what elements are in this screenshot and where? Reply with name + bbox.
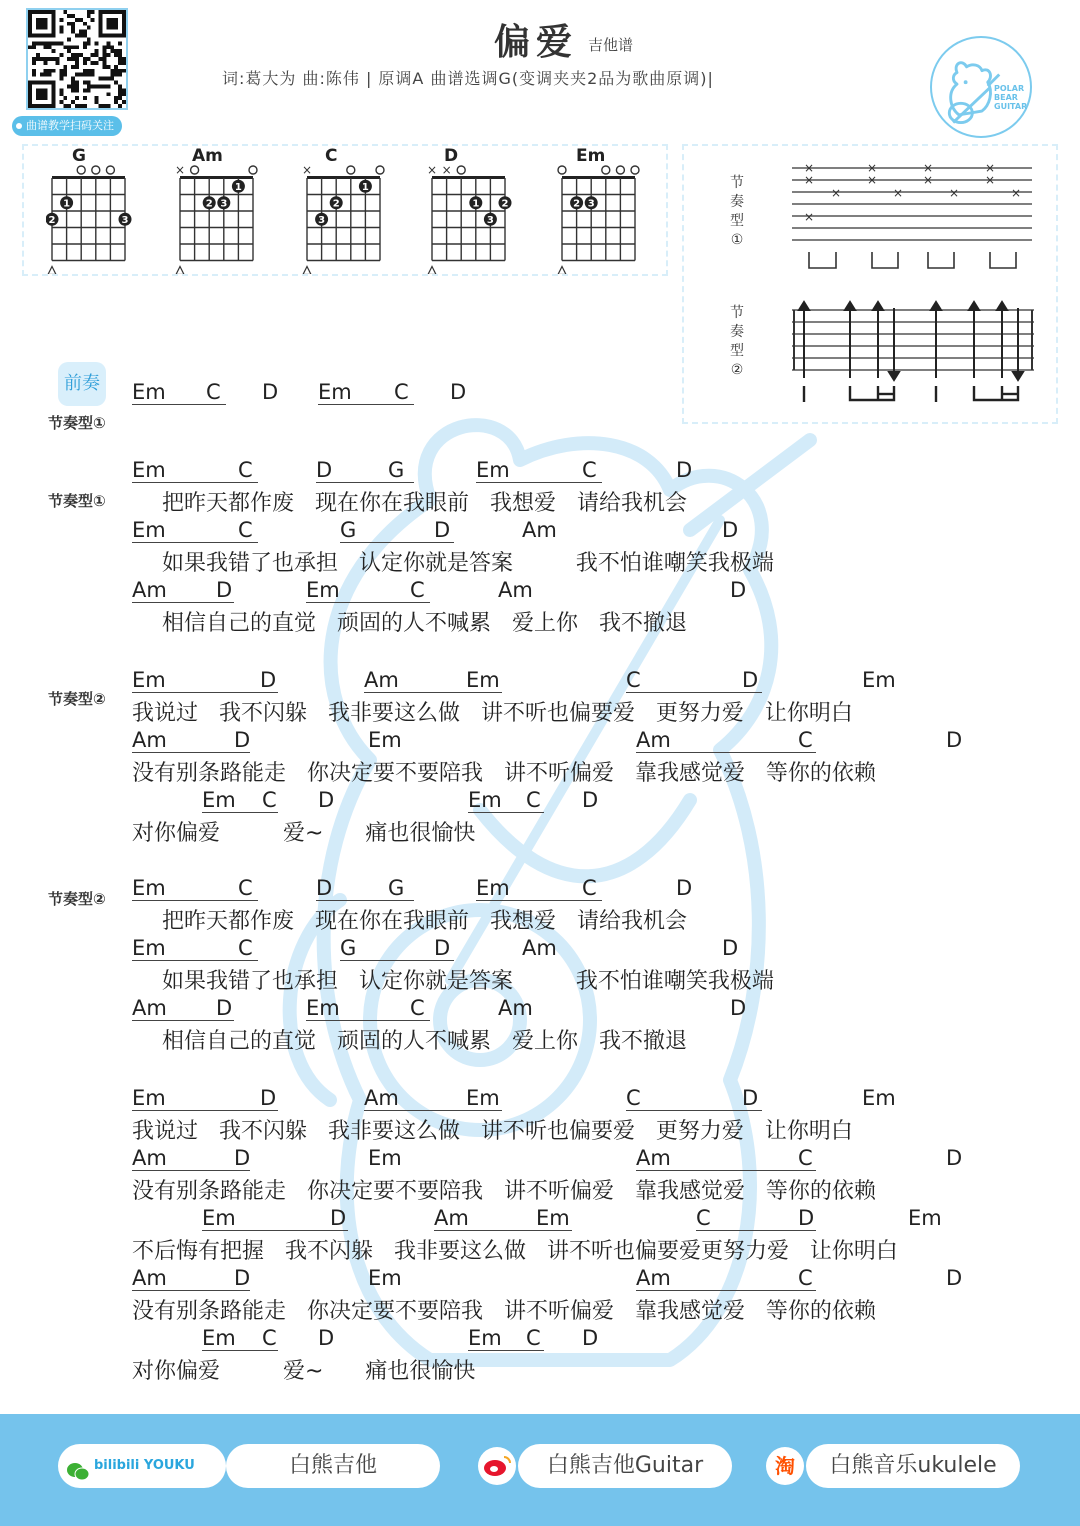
chord-symbol: D [318,1326,335,1350]
chord-symbol: Em [202,788,236,812]
chord-symbol: D [676,876,693,900]
logo-line-2: BEAR [994,93,1018,102]
chord-underline [132,1290,250,1291]
svg-text:3: 3 [121,215,129,227]
chord-underline [306,602,430,603]
chord-diagram-Em-icon [556,146,646,274]
chord-symbol: C [798,728,813,752]
chord-underline [316,482,414,483]
chord-symbol: Em [132,936,166,960]
svg-text:1: 1 [361,182,369,194]
chord-symbol: C [262,1326,277,1350]
svg-text:3: 3 [486,215,494,227]
chord-diagram-name: D [444,146,459,166]
prelude-tag: 前奏 [58,362,106,406]
chord-symbol: D [260,668,277,692]
chord-symbol: D [316,876,333,900]
lyric-line: 我说过 我不闪躲 我非要这么做 讲不听也偏要爱 更努力爱 让你明白 [132,1119,853,1144]
platform-names: bilibili YOUKU [94,1458,195,1473]
chord-underline [468,812,544,813]
chord-symbol: D [730,996,747,1020]
svg-text:3: 3 [587,198,595,210]
chord-symbol: Em [306,578,340,602]
chord-symbol: D [582,1326,599,1350]
chord-symbol: C [238,876,253,900]
chord-symbol: G [388,458,405,482]
chord-symbol: C [238,936,253,960]
svg-text:×: × [441,164,452,177]
chord-symbol: D [730,578,747,602]
chord-symbol: Em [132,876,166,900]
svg-text:×: × [426,164,438,177]
svg-text:×: × [922,161,934,175]
chord-underline [696,1230,816,1231]
svg-text:×: × [803,210,815,224]
lyric-line: 对你偏爱 爱~ 痛也很愉快 [132,821,476,846]
chord-diagram-name: G [72,146,86,166]
chord-symbol: Em [306,996,340,1020]
svg-text:1: 1 [472,198,480,210]
chord-symbol: D [234,1266,251,1290]
chord-symbol: G [340,518,357,542]
chord-symbol: D [742,668,759,692]
svg-text:2: 2 [205,198,213,210]
chord-symbol: Am [498,578,533,602]
svg-text:×: × [984,161,996,175]
svg-text:2: 2 [501,198,509,210]
svg-text:×: × [948,186,960,200]
song-title: 偏爱 [494,22,579,63]
chord-underline [364,1110,502,1111]
chord-underline [636,1170,816,1171]
chord-symbol: C [238,458,253,482]
chord-symbol: Am [522,518,557,542]
song-credits: 词:葛大为 曲:陈伟 | 原调A 曲谱选调G(变调夹夹2品为歌曲原调)| [222,69,714,88]
chord-symbol: Em [476,458,510,482]
chord-symbol: Em [476,876,510,900]
chord-symbol: C [626,1086,641,1110]
chord-underline [202,1350,278,1351]
prelude-chord: D [450,380,467,404]
chord-underline [132,404,226,405]
chord-symbol: Em [368,1146,402,1170]
chord-symbol: Em [468,788,502,812]
prelude-chord: Em [132,380,166,404]
taobao-icon[interactable]: 淘 [766,1447,804,1485]
chord-symbol: Em [466,668,500,692]
chord-symbol: Em [368,728,402,752]
chord-underline [468,1350,544,1351]
section-rhythm-label: 节奏型② [48,890,106,908]
chord-underline [132,602,234,603]
chord-symbol: G [388,876,405,900]
prelude-chord: C [394,380,409,404]
chord-symbol: Em [368,1266,402,1290]
svg-text:×: × [892,186,904,200]
chord-underline [132,900,258,901]
lyric-line: 没有别条路能走 你决定要不要陪我 讲不听偏爱 靠我感觉爱 等你的依赖 [132,1179,876,1204]
chord-underline [132,960,258,961]
chord-diagram-Am-icon [174,146,264,274]
svg-text:×: × [1010,186,1022,200]
chord-symbol: D [216,996,233,1020]
chord-underline [626,1110,762,1111]
chord-symbol: Am [434,1206,469,1230]
section-rhythm-label: 节奏型① [48,492,106,510]
svg-text:2: 2 [573,198,581,210]
section-rhythm-label: 节奏型② [48,690,106,708]
chord-underline [132,1110,278,1111]
chord-symbol: Am [132,1266,167,1290]
chord-symbol: C [262,788,277,812]
chord-symbol: D [946,1146,963,1170]
svg-text:×: × [922,173,934,187]
chord-symbol: D [234,1146,251,1170]
chord-underline [636,1290,816,1291]
chord-diagram-name: Em [576,146,606,166]
chord-symbol: D [318,788,335,812]
chord-symbol: D [216,578,233,602]
lyric-line: 把昨天都作废 现在你在我眼前 我想爱 请给我机会 [162,909,687,934]
lyric-line: 没有别条路能走 你决定要不要陪我 讲不听偏爱 靠我感觉爱 等你的依赖 [132,761,876,786]
chord-symbol: D [582,788,599,812]
chord-symbol: D [676,458,693,482]
prelude-chord: D [262,380,279,404]
qr-code-icon[interactable] [26,8,128,110]
footer-name-1[interactable]: 白熊吉他 [226,1444,440,1488]
chord-underline [132,692,278,693]
chord-underline [636,752,816,753]
chord-symbol: Am [364,668,399,692]
chord-symbol: Am [132,1146,167,1170]
chord-underline [316,900,414,901]
chord-underline [340,542,454,543]
chord-symbol: D [316,458,333,482]
chord-symbol: Am [522,936,557,960]
logo-line-1: POLAR [994,84,1025,93]
rhythm-pattern-1-label: 节 奏 型 ① [730,175,744,248]
svg-text:×: × [301,164,313,177]
chord-symbol: C [526,1326,541,1350]
chord-symbol: Am [132,996,167,1020]
svg-text:×: × [830,186,842,200]
chord-underline [202,1230,348,1231]
chord-symbol: Am [132,728,167,752]
chord-underline [132,482,258,483]
svg-text:2: 2 [332,198,340,210]
chord-symbol: Em [466,1086,500,1110]
lyric-line: 相信自己的直觉 顽固的人不喊累 爱上你 我不撤退 [162,1029,687,1054]
chord-underline [306,1020,430,1021]
chord-symbol: D [434,936,451,960]
chord-underline [340,960,454,961]
chord-symbol: D [798,1206,815,1230]
chord-symbol: Em [132,518,166,542]
chord-underline [434,1230,572,1231]
lyric-line: 我说过 我不闪躲 我非要这么做 讲不听也偏要爱 更努力爱 让你明白 [132,701,853,726]
prelude-chord: C [206,380,221,404]
chord-symbol: D [434,518,451,542]
chord-underline [202,812,278,813]
chord-symbol: C [410,578,425,602]
sheet-type-label: 吉他谱 [588,36,634,54]
chord-symbol: C [238,518,253,542]
lyric-line: 不后悔有把握 我不闪躲 我非要这么做 讲不听也偏要爱更努力爱 让你明白 [132,1239,898,1264]
svg-text:1: 1 [63,198,71,210]
chord-symbol: Am [132,578,167,602]
prelude-rhythm-label: 节奏型① [48,414,106,432]
footer-name-2[interactable]: 白熊吉他Guitar [518,1444,732,1488]
svg-text:2: 2 [48,215,56,227]
chord-symbol: Am [364,1086,399,1110]
chord-underline [132,1020,234,1021]
svg-text:1: 1 [234,182,242,194]
chord-underline [132,752,250,753]
lyric-line: 相信自己的直觉 顽固的人不喊累 爱上你 我不撤退 [162,611,687,636]
chord-symbol: D [722,936,739,960]
rhythm-pattern-2-label: 节 奏 型 ② [730,305,744,378]
chord-symbol: Em [536,1206,570,1230]
chord-symbol: G [340,936,357,960]
chord-diagram-G-icon [46,146,136,274]
lyric-line: 把昨天都作废 现在你在我眼前 我想爱 请给我机会 [162,491,687,516]
rhythm-pattern-1-tab [790,160,1040,280]
chord-symbol: Em [908,1206,942,1230]
svg-text:×: × [174,164,186,177]
chord-symbol: D [330,1206,347,1230]
weibo-icon[interactable] [478,1447,516,1485]
chord-symbol: Em [202,1206,236,1230]
chord-symbol: C [526,788,541,812]
lyric-line: 对你偏爱 爱~ 痛也很愉快 [132,1359,476,1384]
chord-diagram-C-icon [301,146,391,274]
chord-symbol: Em [468,1326,502,1350]
chord-symbol: Em [862,668,896,692]
svg-text:3: 3 [220,198,228,210]
polar-bear-guitar-logo-icon [930,36,1032,138]
footer-name-3[interactable]: 白熊音乐ukulele [806,1444,1020,1488]
chord-symbol: C [626,668,641,692]
chord-diagram-name: C [325,146,338,166]
chord-underline [476,900,602,901]
chord-underline [132,1170,250,1171]
lyric-line: 如果我错了也承担 认定你就是答案 我不怕谁嘲笑我极端 [162,551,774,576]
lyric-line: 如果我错了也承担 认定你就是答案 我不怕谁嘲笑我极端 [162,969,774,994]
chord-symbol: Am [498,996,533,1020]
chord-symbol: Am [636,1266,671,1290]
chord-symbol: D [722,518,739,542]
svg-text:×: × [866,161,878,175]
wechat-icon [66,1455,90,1477]
chord-underline [364,692,502,693]
chord-symbol: Em [862,1086,896,1110]
qr-caption: 曲谱教学扫码关注 [12,116,122,136]
rhythm-pattern-2-strum [790,300,1040,410]
chord-symbol: C [582,458,597,482]
chord-symbol: Em [132,458,166,482]
svg-text:×: × [984,173,996,187]
svg-text:×: × [803,161,815,175]
chord-symbol: D [234,728,251,752]
chord-symbol: D [946,1266,963,1290]
prelude-chord: Em [318,380,352,404]
platform-pill[interactable] [58,1444,226,1488]
chord-symbol: D [946,728,963,752]
chord-symbol: Am [636,728,671,752]
chord-symbol: C [410,996,425,1020]
lyric-line: 没有别条路能走 你决定要不要陪我 讲不听偏爱 靠我感觉爱 等你的依赖 [132,1299,876,1324]
svg-text:×: × [803,173,815,187]
chord-symbol: C [582,876,597,900]
chord-symbol: C [798,1266,813,1290]
chord-underline [626,692,762,693]
chord-symbol: Am [636,1146,671,1170]
chord-symbol: D [742,1086,759,1110]
svg-text:3: 3 [318,215,326,227]
chord-symbol: C [696,1206,711,1230]
logo-line-3: GUITAR [994,102,1028,111]
chord-symbol: Em [202,1326,236,1350]
chord-symbol: D [260,1086,277,1110]
chord-diagram-name: Am [192,146,223,166]
chord-symbol: Em [132,668,166,692]
chord-underline [476,482,602,483]
chord-underline [132,542,258,543]
chord-symbol: C [798,1146,813,1170]
svg-text:×: × [866,173,878,187]
chord-underline [318,404,414,405]
chord-symbol: Em [132,1086,166,1110]
chord-diagram-D-icon [426,146,516,274]
